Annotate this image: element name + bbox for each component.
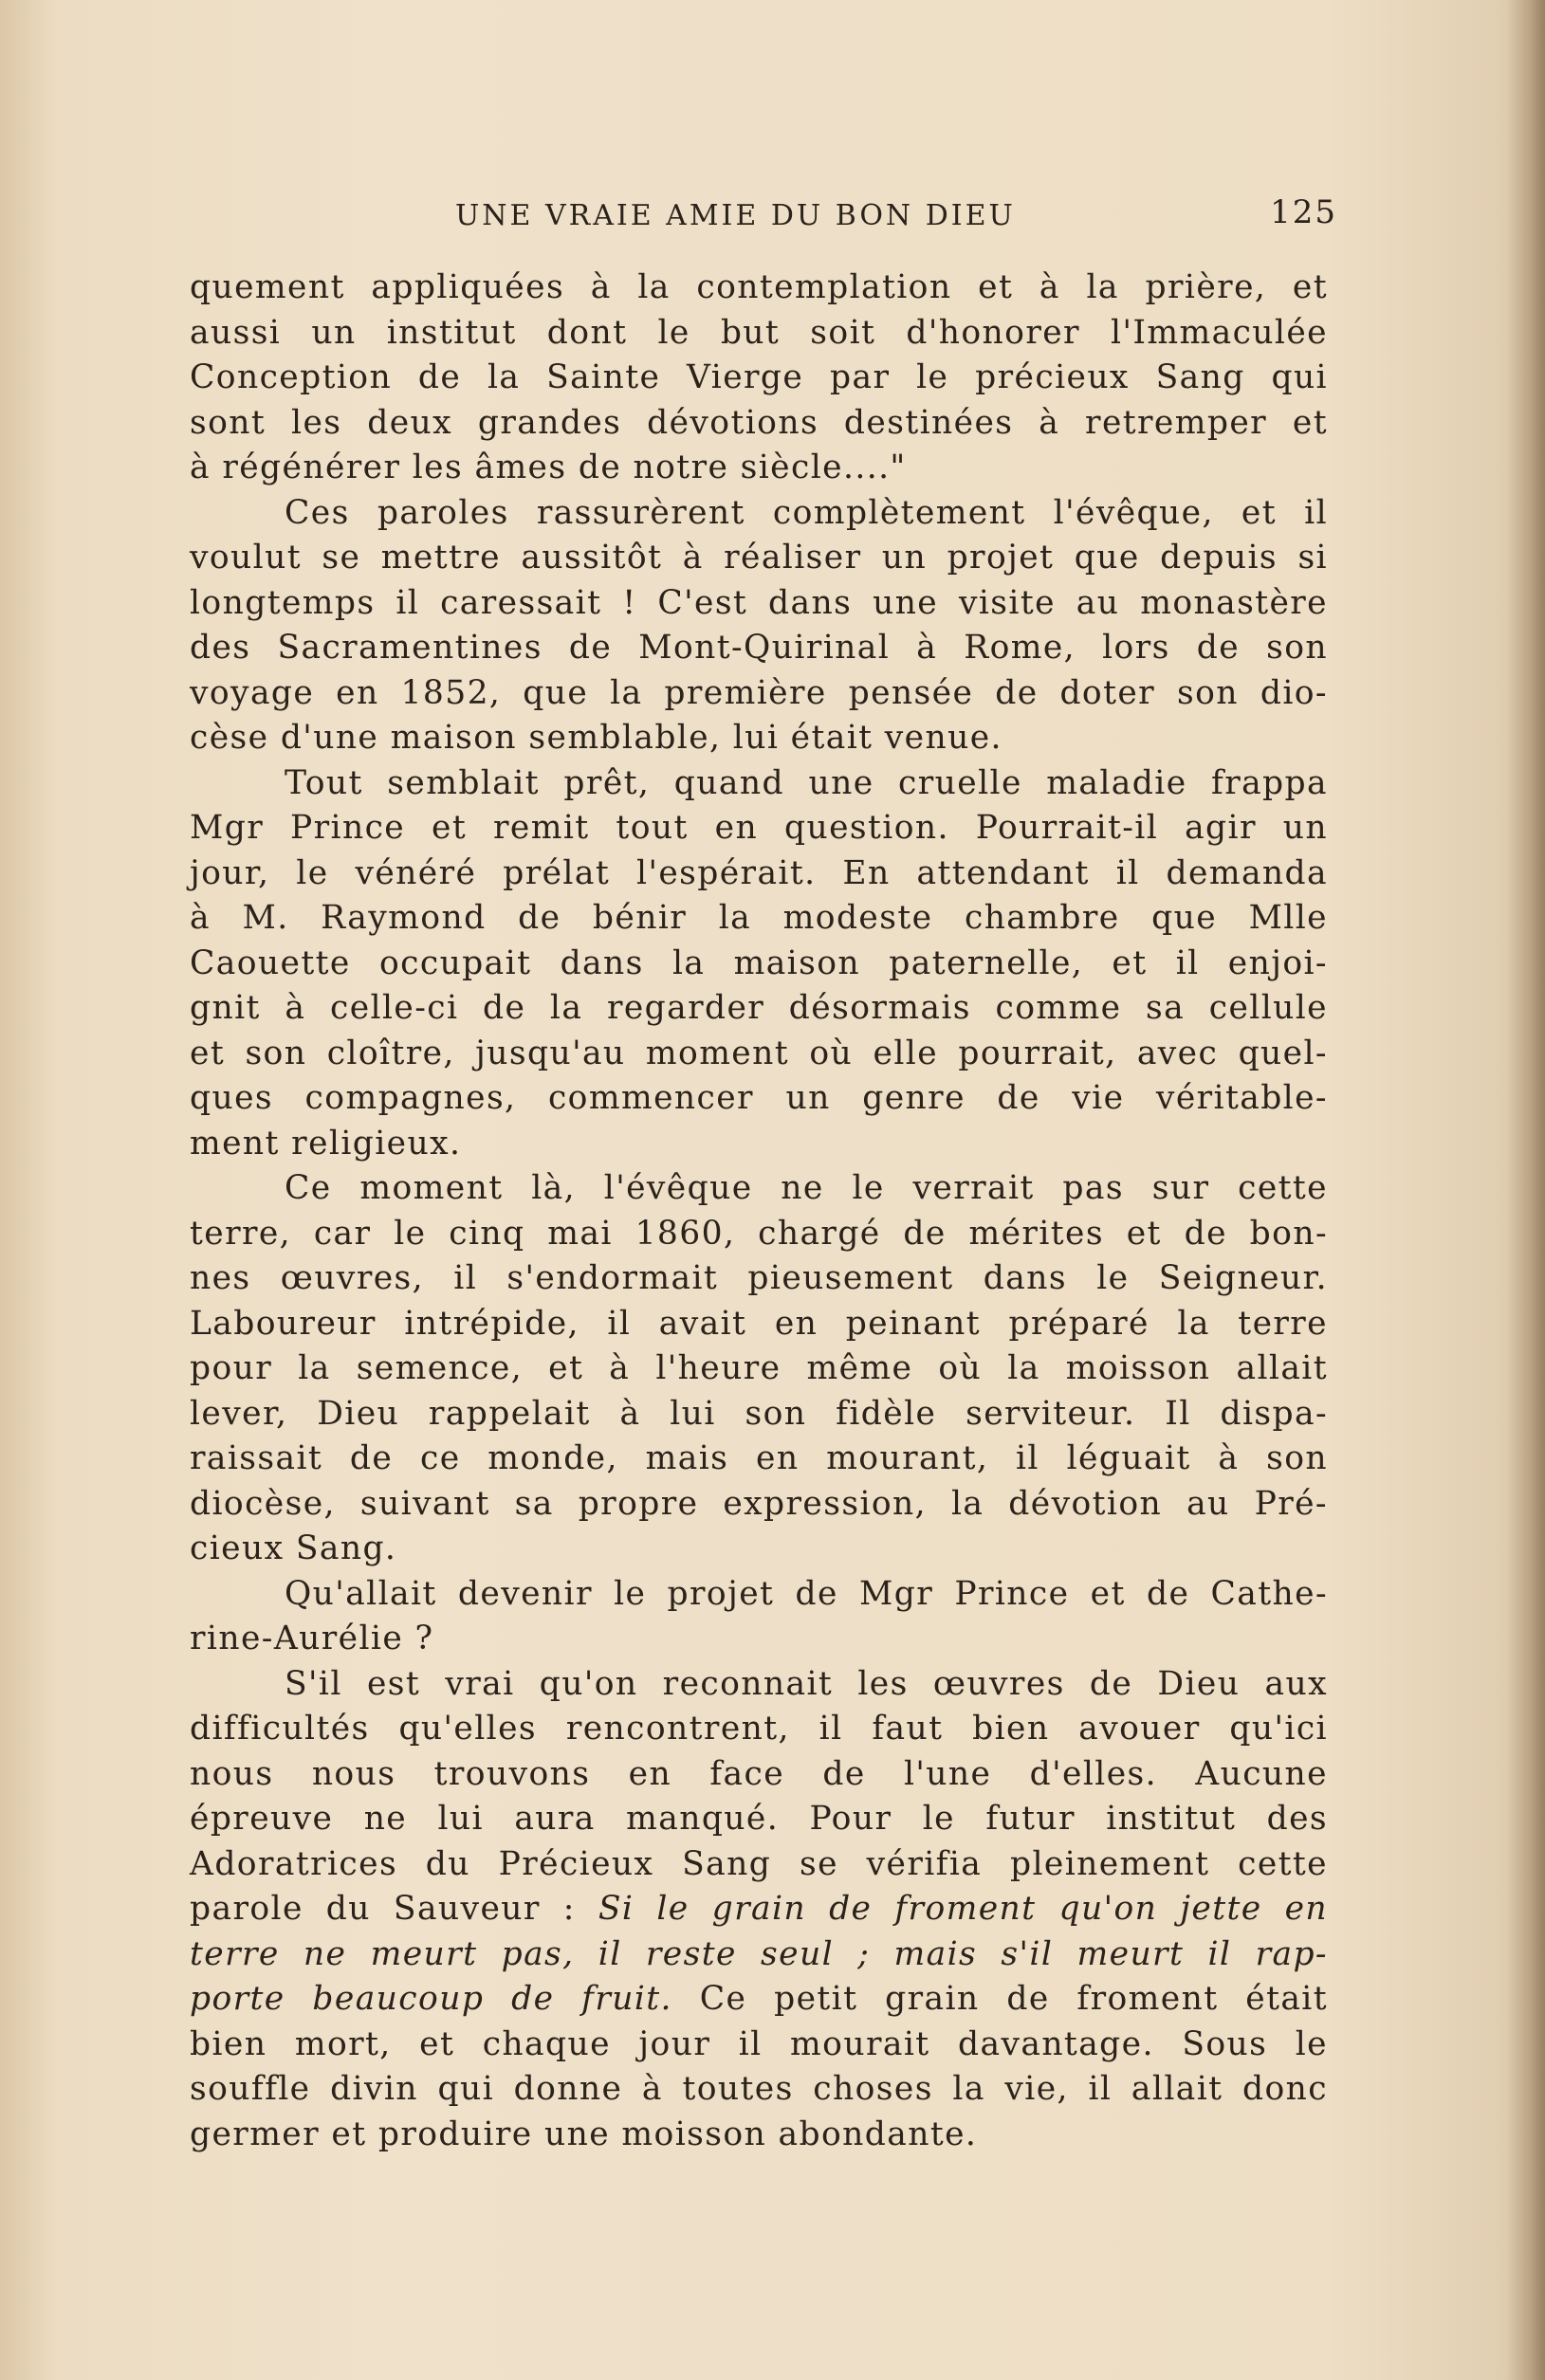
text-line: Laboureur intrépide, il avait en peinant préparé la terre [190, 1304, 1328, 1343]
text-line: gnit à celle-ci de la regarder désormais comme sa cellule [190, 989, 1328, 1027]
text-line: longtemps il caressait ! C'est dans une visite au monastère [190, 583, 1328, 622]
roman-text: Ce petit grain de froment était [671, 1980, 1328, 2018]
text-line: à régénérer les âmes de notre siècle...." [190, 449, 907, 486]
text-line: diocèse, suivant sa propre expression, la dévotion au Pré- [190, 1484, 1328, 1523]
text-line: cèse d'une maison semblable, lui était venue. [190, 719, 1002, 757]
text-line: Caouette occupait dans la maison paternelle, et il enjoi- [190, 943, 1328, 982]
page-edge-shadow [1507, 0, 1545, 2380]
text-line: Adoratrices du Précieux Sang se vérifia pleinement cette [190, 1844, 1328, 1883]
text-line: nous nous trouvons en face de l'une d'elles. Aucune [190, 1754, 1328, 1793]
text-line: et son cloître, jusqu'au moment où elle pourrait, avec quel- [190, 1034, 1328, 1072]
text-line: nes œuvres, il s'endormait pieusement dans le Seigneur. [190, 1259, 1328, 1297]
text-line: à M. Raymond de bénir la modeste chambre que Mlle [190, 899, 1328, 937]
text-line: raissait de ce monde, mais en mourant, il léguait à son [190, 1439, 1328, 1477]
text-line: lever, Dieu rappelait à lui son fidèle serviteur. Il dispa- [190, 1394, 1328, 1433]
text-line: épreuve ne lui aura manqué. Pour le futur institut des [190, 1800, 1328, 1838]
text-line: S'il est vrai qu'on reconnait les œuvres de Dieu aux [285, 1664, 1328, 1703]
text-line: Tout semblait prêt, quand une cruelle maladie frappa [285, 763, 1328, 802]
text-line: terre, car le cinq mai 1860, chargé de mérites et de bon- [190, 1214, 1328, 1253]
text-line: Conception de la Sainte Vierge par le précieux Sang qui [190, 358, 1328, 396]
text-line: quement appliquées à la contemplation et à la prière, et [190, 268, 1328, 306]
text-line: Mgr Prince et remit tout en question. Pourrait-il agir un [190, 809, 1328, 847]
text-line: difficultés qu'elles rencontrent, il faut bien avouer qu'ici [190, 1710, 1328, 1748]
text-line: sont les deux grandes dévotions destinées à retremper et [190, 403, 1328, 442]
text-line: ment religieux. [190, 1124, 462, 1163]
italic-quote: porte beaucoup de fruit. [190, 1980, 672, 2018]
text-line: voyage en 1852, que la première pensée de doter son dio- [190, 673, 1328, 712]
text-line: Qu'allait devenir le projet de Mgr Prince et de Cathe- [285, 1574, 1328, 1613]
text-line: germer et produire une moisson abondante. [190, 2115, 978, 2153]
text-line: pour la semence, et à l'heure même où la moisson allait [190, 1349, 1328, 1387]
text-line: des Sacramentines de Mont-Quirinal à Rome, lors de son [190, 629, 1328, 667]
text-line: voulut se mettre aussitôt à réaliser un projet que depuis si [190, 539, 1328, 577]
text-line: rine-Aurélie ? [190, 1620, 434, 1657]
text-line: Ce moment là, l'évêque ne le verrait pas sur cette [285, 1169, 1328, 1207]
text-line: aussi un institut dont le but soit d'honorer l'Immaculée [190, 313, 1328, 352]
roman-text: parole du Sauveur : [190, 1890, 598, 1928]
text-line: cieux Sang. [190, 1529, 397, 1567]
italic-quote: terre ne meurt pas, il reste seul ; mais s'il meurt il rap- [190, 1934, 1328, 1973]
body-text [190, 265, 1328, 2157]
text-line: ques compagnes, commencer un genre de vie véritable- [190, 1079, 1328, 1117]
page-number: 125 [1270, 193, 1337, 231]
text-line: jour, le vénéré prélat l'espérait. En attendant il demanda [190, 853, 1328, 892]
text-line [190, 1932, 1328, 1978]
text-line [190, 1977, 1328, 2023]
text-line: souffle divin qui donne à toutes choses la vie, il allait donc [190, 2070, 1328, 2108]
page-header [190, 193, 1337, 247]
text-line [190, 1887, 1328, 1932]
text-line: Ces paroles rassurèrent complètement l'évêque, et il [285, 493, 1328, 532]
italic-quote: Si le grain de froment qu'on jette en [598, 1890, 1328, 1928]
text-line: bien mort, et chaque jour il mourait davantage. Sous le [190, 2024, 1328, 2063]
running-title: UNE VRAIE AMIE DU BON DIEU [455, 199, 1016, 232]
